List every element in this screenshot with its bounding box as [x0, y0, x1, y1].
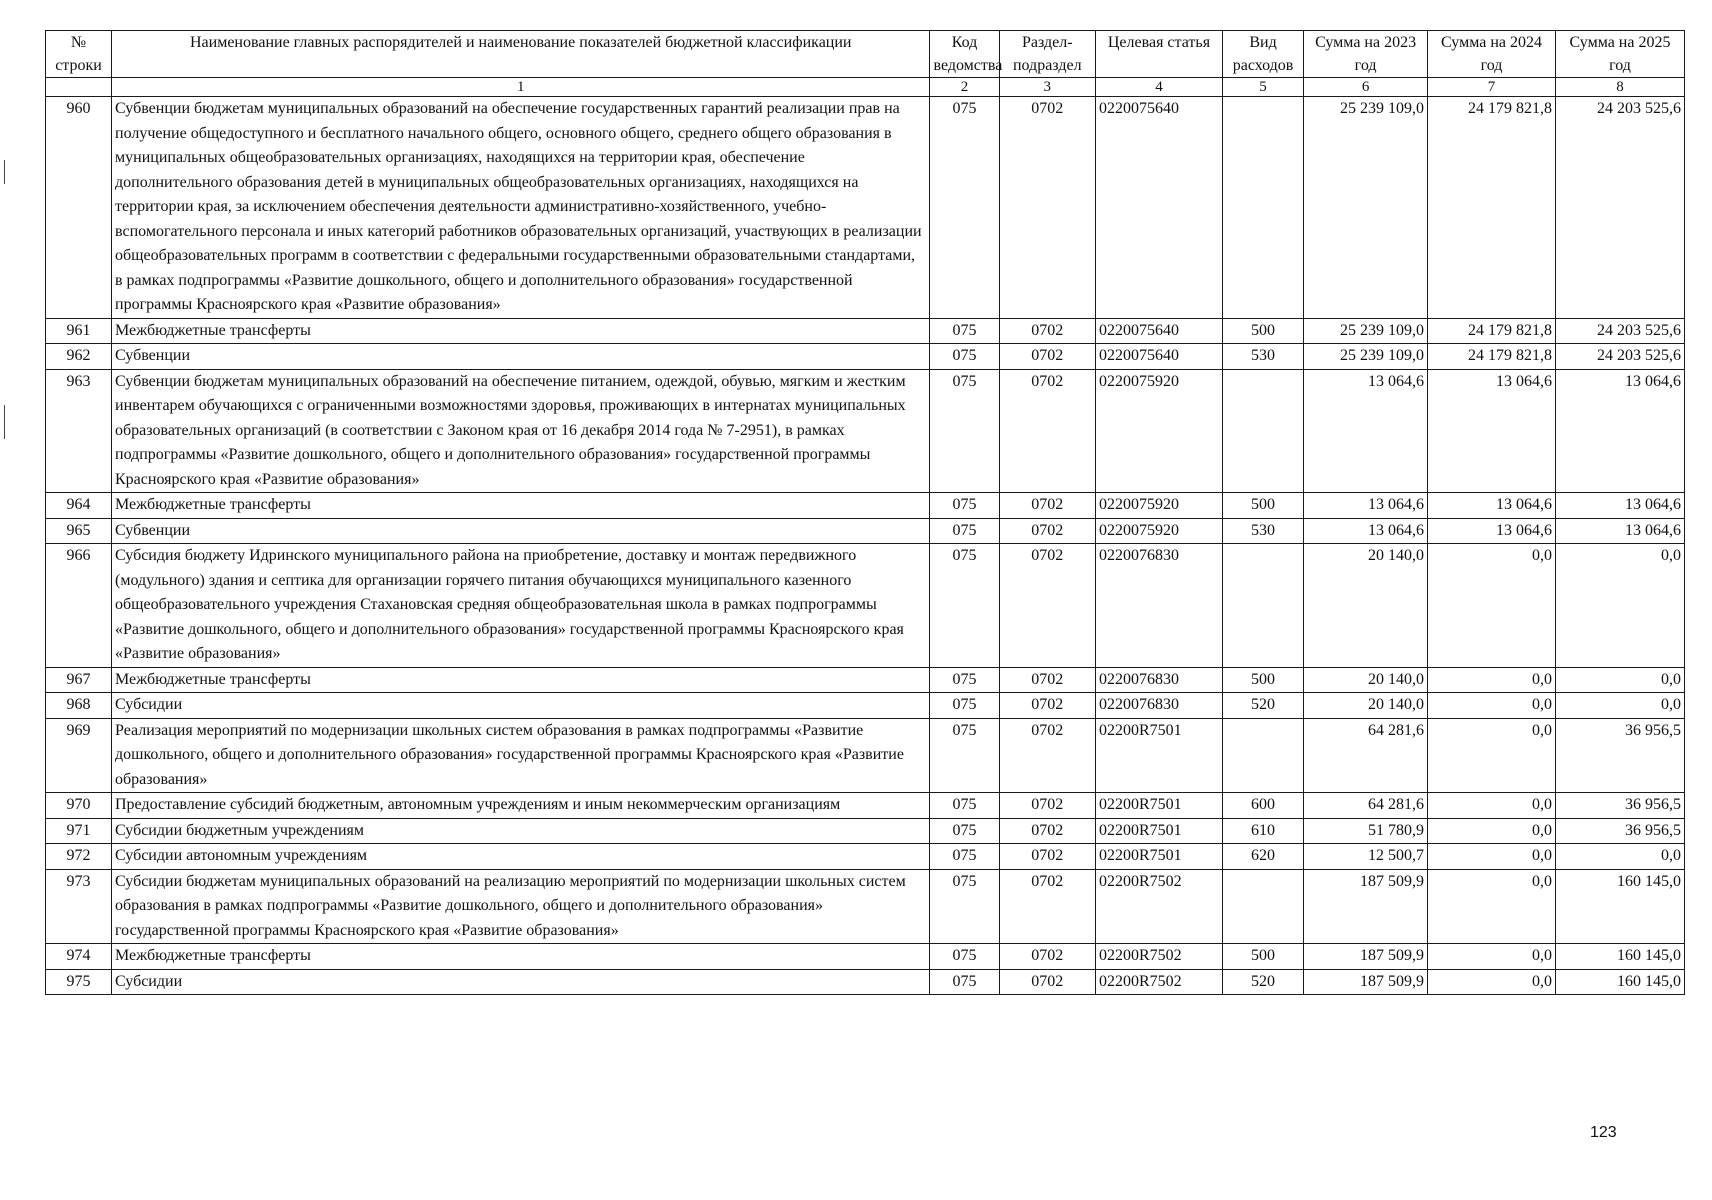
- row-target-article: 0220075920: [1096, 518, 1223, 544]
- row-sum-2024: 0,0: [1428, 969, 1556, 995]
- row-number: 970: [46, 793, 112, 819]
- row-sum-2025: 36 956,5: [1555, 818, 1684, 844]
- row-sum-2025: 13 064,6: [1555, 493, 1684, 519]
- header-section: Раздел-подраздел: [999, 31, 1095, 78]
- header-sum-2024: Сумма на 2024 год: [1428, 31, 1556, 78]
- row-name: Субвенции: [112, 344, 930, 370]
- row-expense-type: 500: [1222, 318, 1303, 344]
- row-target-article: 0220075640: [1096, 97, 1223, 319]
- row-expense-type: 520: [1222, 693, 1303, 719]
- row-sum-2025: 0,0: [1555, 544, 1684, 668]
- row-target-article: 02200R7502: [1096, 944, 1223, 970]
- row-target-article: 02200R7502: [1096, 969, 1223, 995]
- row-sum-2023: 187 509,9: [1304, 869, 1428, 944]
- row-number: 961: [46, 318, 112, 344]
- row-sum-2023: 20 140,0: [1304, 693, 1428, 719]
- row-sum-2024: 13 064,6: [1428, 493, 1556, 519]
- row-sum-2024: 13 064,6: [1428, 518, 1556, 544]
- row-name: Субсидии: [112, 969, 930, 995]
- row-sum-2023: 13 064,6: [1304, 369, 1428, 493]
- row-dept-code: 075: [930, 344, 999, 370]
- table-row: [46, 969, 1685, 995]
- row-sum-2023: 20 140,0: [1304, 667, 1428, 693]
- row-sum-2025: 160 145,0: [1555, 944, 1684, 970]
- row-number: 966: [46, 544, 112, 668]
- row-dept-code: 075: [930, 693, 999, 719]
- table-row: [46, 369, 1685, 493]
- row-number: 960: [46, 97, 112, 319]
- row-section: 0702: [999, 667, 1095, 693]
- row-sum-2024: 0,0: [1428, 544, 1556, 668]
- row-section: 0702: [999, 969, 1095, 995]
- row-expense-type: [1222, 869, 1303, 944]
- row-sum-2023: 64 281,6: [1304, 793, 1428, 819]
- row-sum-2023: 12 500,7: [1304, 844, 1428, 870]
- column-number: 7: [1428, 78, 1556, 97]
- row-sum-2025: 13 064,6: [1555, 518, 1684, 544]
- header-sum-2025: Сумма на 2025 год: [1555, 31, 1684, 78]
- row-section: 0702: [999, 344, 1095, 370]
- column-number: 2: [930, 78, 999, 97]
- row-section: 0702: [999, 318, 1095, 344]
- row-dept-code: 075: [930, 969, 999, 995]
- row-sum-2024: 0,0: [1428, 793, 1556, 819]
- row-name: Межбюджетные трансферты: [112, 493, 930, 519]
- row-section: 0702: [999, 944, 1095, 970]
- table-row: [46, 693, 1685, 719]
- row-sum-2025: 36 956,5: [1555, 793, 1684, 819]
- row-sum-2023: 187 509,9: [1304, 944, 1428, 970]
- row-sum-2025: 0,0: [1555, 693, 1684, 719]
- row-expense-type: 600: [1222, 793, 1303, 819]
- row-sum-2024: 0,0: [1428, 693, 1556, 719]
- row-number: 969: [46, 718, 112, 793]
- row-sum-2024: 0,0: [1428, 869, 1556, 944]
- row-dept-code: 075: [930, 318, 999, 344]
- header-row-number: № строки: [46, 31, 112, 78]
- row-target-article: 0220076830: [1096, 667, 1223, 693]
- row-name: Субсидии бюджетам муниципальных образований на реализацию мероприятий по модернизации школьных систем образования в рамках подпрограммы «Развитие дошкольного, общего и дополнительного образования» государственной программы Красноярского края «Развитие образования»: [112, 869, 930, 944]
- row-sum-2024: 0,0: [1428, 818, 1556, 844]
- header-dept-code: Код ведомства: [930, 31, 999, 78]
- row-dept-code: 075: [930, 493, 999, 519]
- row-sum-2025: 24 203 525,6: [1555, 344, 1684, 370]
- column-number: 3: [999, 78, 1095, 97]
- row-dept-code: 075: [930, 667, 999, 693]
- margin-mark: [4, 160, 5, 184]
- column-number: 5: [1222, 78, 1303, 97]
- row-name: Субвенции бюджетам муниципальных образований на обеспечение государственных гарантий реализации прав на получение общедоступного и бесплатного начального общего, основного общего, среднего общего образования в муниципальных общеобразовательных организациях, находящихся на территории края, обеспечение дополнительного образования детей в муниципальных общеобразовательных организациях, находящихся на территории края, за исключением обеспечения деятельности административно-хозяйственного, учебно-вспомогательного персонала и иных категорий работников образовательных организаций, участвующих в реализации общеобразовательных программ в соответствии с федеральными государственными образовательными стандартами, в рамках подпрограммы «Развитие дошкольного, общего и дополнительного образования» государственной программы Красноярского края «Развитие образования»: [112, 97, 930, 319]
- row-expense-type: [1222, 369, 1303, 493]
- row-target-article: 0220076830: [1096, 544, 1223, 668]
- row-sum-2023: 13 064,6: [1304, 493, 1428, 519]
- row-dept-code: 075: [930, 793, 999, 819]
- header-row: [46, 31, 1685, 78]
- row-target-article: 0220075920: [1096, 493, 1223, 519]
- table-row: [46, 718, 1685, 793]
- row-sum-2025: 0,0: [1555, 844, 1684, 870]
- table-row: [46, 869, 1685, 944]
- table-row: [46, 544, 1685, 668]
- row-target-article: 02200R7501: [1096, 718, 1223, 793]
- table-row: [46, 667, 1685, 693]
- header-expense-type: Вид расходов: [1222, 31, 1303, 78]
- table-body: [46, 97, 1685, 995]
- row-target-article: 02200R7501: [1096, 793, 1223, 819]
- row-name: Межбюджетные трансферты: [112, 944, 930, 970]
- table-row: [46, 818, 1685, 844]
- row-number: 964: [46, 493, 112, 519]
- row-sum-2025: 24 203 525,6: [1555, 318, 1684, 344]
- row-sum-2025: 160 145,0: [1555, 869, 1684, 944]
- row-sum-2024: 13 064,6: [1428, 369, 1556, 493]
- row-section: 0702: [999, 718, 1095, 793]
- row-sum-2023: 187 509,9: [1304, 969, 1428, 995]
- row-number: 967: [46, 667, 112, 693]
- table-row: [46, 318, 1685, 344]
- header-sum-2023: Сумма на 2023 год: [1304, 31, 1428, 78]
- column-number: 6: [1304, 78, 1428, 97]
- row-sum-2024: 0,0: [1428, 718, 1556, 793]
- row-sum-2023: 13 064,6: [1304, 518, 1428, 544]
- row-number: 975: [46, 969, 112, 995]
- header-name: Наименование главных распорядителей и наименование показателей бюджетной классификации: [112, 31, 930, 78]
- table-row: [46, 97, 1685, 319]
- row-dept-code: 075: [930, 944, 999, 970]
- row-name: Субсидии автономным учреждениям: [112, 844, 930, 870]
- row-number: 974: [46, 944, 112, 970]
- row-target-article: 02200R7502: [1096, 869, 1223, 944]
- row-target-article: 0220075640: [1096, 318, 1223, 344]
- page-number: 123: [1590, 1124, 1617, 1141]
- row-dept-code: 075: [930, 369, 999, 493]
- table-row: [46, 518, 1685, 544]
- row-name: Межбюджетные трансферты: [112, 318, 930, 344]
- row-sum-2025: 0,0: [1555, 667, 1684, 693]
- row-number: 962: [46, 344, 112, 370]
- row-dept-code: 075: [930, 818, 999, 844]
- row-section: 0702: [999, 818, 1095, 844]
- row-sum-2024: 24 179 821,8: [1428, 318, 1556, 344]
- margin-mark: [4, 405, 5, 439]
- row-section: 0702: [999, 369, 1095, 493]
- row-expense-type: 500: [1222, 493, 1303, 519]
- row-sum-2024: 0,0: [1428, 667, 1556, 693]
- row-name: Субвенции: [112, 518, 930, 544]
- row-sum-2024: 0,0: [1428, 844, 1556, 870]
- row-name: Реализация мероприятий по модернизации школьных систем образования в рамках подпрограммы «Развитие дошкольного, общего и дополнительного образования» государственной программы Красноярского края «Развитие образования»: [112, 718, 930, 793]
- row-expense-type: 500: [1222, 944, 1303, 970]
- row-sum-2024: 0,0: [1428, 944, 1556, 970]
- row-sum-2023: 25 239 109,0: [1304, 344, 1428, 370]
- row-dept-code: 075: [930, 844, 999, 870]
- row-section: 0702: [999, 518, 1095, 544]
- row-number: 972: [46, 844, 112, 870]
- row-number: 973: [46, 869, 112, 944]
- row-expense-type: 500: [1222, 667, 1303, 693]
- row-sum-2023: 64 281,6: [1304, 718, 1428, 793]
- row-target-article: 0220076830: [1096, 693, 1223, 719]
- row-sum-2023: 20 140,0: [1304, 544, 1428, 668]
- row-number: 968: [46, 693, 112, 719]
- table-row: [46, 844, 1685, 870]
- row-name: Субсидии: [112, 693, 930, 719]
- row-sum-2023: 25 239 109,0: [1304, 318, 1428, 344]
- header-target-article: Целевая статья: [1096, 31, 1223, 78]
- row-sum-2025: 160 145,0: [1555, 969, 1684, 995]
- row-expense-type: 530: [1222, 518, 1303, 544]
- table-row: [46, 944, 1685, 970]
- row-expense-type: 620: [1222, 844, 1303, 870]
- row-expense-type: [1222, 718, 1303, 793]
- row-sum-2025: 24 203 525,6: [1555, 97, 1684, 319]
- row-expense-type: [1222, 97, 1303, 319]
- table-row: [46, 793, 1685, 819]
- row-expense-type: 610: [1222, 818, 1303, 844]
- row-section: 0702: [999, 693, 1095, 719]
- row-number: 971: [46, 818, 112, 844]
- column-number-row: [46, 78, 1685, 97]
- table-row: [46, 493, 1685, 519]
- row-name: Субсидии бюджетным учреждениям: [112, 818, 930, 844]
- row-expense-type: 530: [1222, 344, 1303, 370]
- row-sum-2025: 36 956,5: [1555, 718, 1684, 793]
- row-name: Предоставление субсидий бюджетным, автономным учреждениям и иным некоммерческим организациям: [112, 793, 930, 819]
- row-target-article: 02200R7501: [1096, 818, 1223, 844]
- row-expense-type: [1222, 544, 1303, 668]
- row-section: 0702: [999, 97, 1095, 319]
- row-sum-2024: 24 179 821,8: [1428, 97, 1556, 319]
- row-sum-2023: 51 780,9: [1304, 818, 1428, 844]
- row-number: 965: [46, 518, 112, 544]
- row-section: 0702: [999, 544, 1095, 668]
- row-dept-code: 075: [930, 97, 999, 319]
- row-dept-code: 075: [930, 869, 999, 944]
- row-name: Межбюджетные трансферты: [112, 667, 930, 693]
- row-name: Субсидия бюджету Идринского муниципального района на приобретение, доставку и монтаж передвижного (модульного) здания и септика для организации горячего питания обучающихся муниципального казенного общеобразовательного учреждения Стахановская средняя общеобразовательная школа в рамках подпрограммы «Развитие дошкольного, общего и дополнительного образования» государственной программы Красноярского края «Развитие образования»: [112, 544, 930, 668]
- column-number: [46, 78, 112, 97]
- row-section: 0702: [999, 844, 1095, 870]
- row-section: 0702: [999, 869, 1095, 944]
- row-sum-2024: 24 179 821,8: [1428, 344, 1556, 370]
- table-row: [46, 344, 1685, 370]
- row-target-article: 02200R7501: [1096, 844, 1223, 870]
- column-number: 4: [1096, 78, 1223, 97]
- row-dept-code: 075: [930, 544, 999, 668]
- row-target-article: 0220075920: [1096, 369, 1223, 493]
- row-dept-code: 075: [930, 718, 999, 793]
- row-dept-code: 075: [930, 518, 999, 544]
- row-section: 0702: [999, 493, 1095, 519]
- column-number: 1: [112, 78, 930, 97]
- row-target-article: 0220075640: [1096, 344, 1223, 370]
- row-name: Субвенции бюджетам муниципальных образований на обеспечение питанием, одеждой, обувью, мягким и жестким инвентарем обучающихся с ограниченными возможностями здоровья, проживающих в интернатах муниципальных образовательных организаций (в соответствии с Законом края от 16 декабря 2014 года № 7-2951), в рамках подпрограммы «Развитие дошкольного, общего и дополнительного образования» государственной программы Красноярского края «Развитие образования»: [112, 369, 930, 493]
- row-section: 0702: [999, 793, 1095, 819]
- row-expense-type: 520: [1222, 969, 1303, 995]
- budget-table: [45, 30, 1685, 995]
- row-number: 963: [46, 369, 112, 493]
- row-sum-2025: 13 064,6: [1555, 369, 1684, 493]
- column-number: 8: [1555, 78, 1684, 97]
- row-sum-2023: 25 239 109,0: [1304, 97, 1428, 319]
